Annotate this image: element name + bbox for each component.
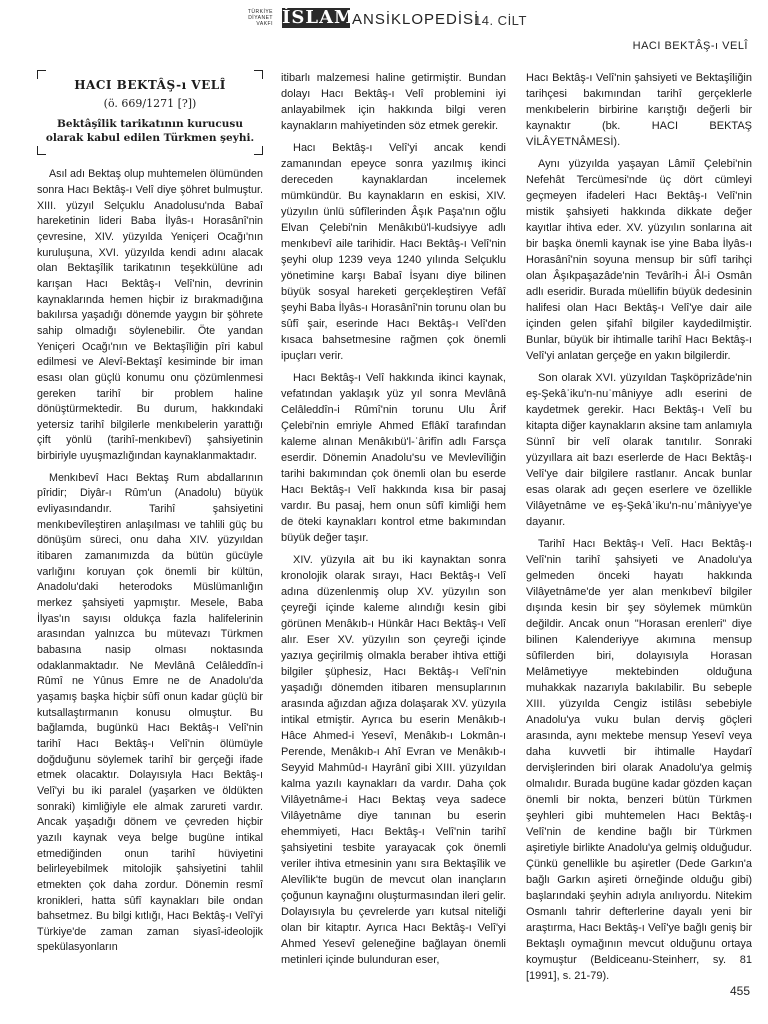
publisher-line: VAKFI: [256, 21, 273, 27]
paragraph: Aynı yüzyılda yaşayan Lâmiî Çelebi'nin Nefehât Tercümesi'nde üç dört cümleyi geçmeyen ifadeleri Hacı Bektâş-ı Velî'nin mistik şahsiyeti hakkında dikkate değer kayıtlar ihtiva eder. XV. yüzyılın sonlarına ait bir başka önemli kaynak ise yine Baba İlyâs-ı Horasânî'nin soyuna mensup bir sûfî tarihçi olan Âşıkpaşazâde'nin Tevârîh-i Âl-i Osmân adlı eseridir. Burada müellifin büyük dedesinin halifesi olan Hacı Bektâş-ı Velî'ye dair aile içinden gelen şifahî bilgiler kaydedilmiştir. Bunlar, büyük bir ihtimalle tarihî Hacı Bektâş-ı Velî'yi anlatan gerçeğe en yakın bilgilerdir.: [526, 158, 752, 362]
volume-label: 14. CİLT: [474, 13, 527, 28]
paragraph: Asıl adı Bektaş olup muhtemelen ölümünden sonra Hacı Bektâş-ı Velî diye şöhret bulmuştur. XIII. yüzyıl Selçuklu Anadolusu'nda Babaî hareketinin lideri Baba İlyâs-ı Horasânî'nin çevresine, XIV. yüzyılda Yeniçeri Ocağı'nın kuruluşuna, XVI. yüzyılda kendi adını alacak olan Bektaşîlik tarikatının teşekkülüne adı karışan Hacı Bektâş-ı Velî'nin, devrinin kaynaklarında hemen hiçbir iz bırakmadığına bakılırsa yaşadığı dönemde yaygın bir şöhrete sahip olmadığı söylenebilir. Öte yandan Yeniçeri Ocağı'nın ve Bektaşîliğin pîri kabul edilmesi ve Alevî-Bektaşî kesiminde bir iman esası olan güçlü konumu onu çözümlenmesi gereken tarihî bir problem haline dönüştürmektedir. Bu durum, hakkındaki yetersiz tarihî bilgilerle menkıbelerin yarattığı çift yönlü (tarihî-menkıbevî) şahsiyetinin birbiriyle uyuşmazlığından kaynaklanmaktadır.: [37, 168, 263, 463]
page-number: 455: [729, 984, 750, 998]
publisher-line: DİYANET: [248, 15, 273, 21]
publisher-line: TÜRKİYE: [247, 9, 273, 15]
paragraph: Hacı Bektâş-ı Velî'yi ancak kendi zamanından epeyce sonra yazılmış ikinci dereceden kaynaklardan incelemek mümkündür. Bu kaynakların en eskisi, XIV. yüzyılın ünlü sûfîlerinden Âşık Paşa'nın oğlu Elvan Çelebi'nin Menâkıbü'l-kudsiyye adlı menkıbevî aile tarihidir. Hacı Bektâş-ı Velî'nin şeyhi olup 1239 veya 1240 yılında Selçuklu yönetimine karşı Babaî İsyanı diye bilinen büyük sosyal hareketi gerçekleştiren Vefâî şeyhi Baba İlyâs-ı Horasânî'nin torunu olan bu sûfî şair, eserinde Hacı Bektâş-ı Velî'den kısaca bahsetmesine rağmen çok önemli ipuçları verir.: [281, 142, 506, 362]
paragraph: Tarihî Hacı Bektâş-ı Velî. Hacı Bektâş-ı Velî'nin tarihî şahsiyeti ve Anadolu'ya gelmeden önceki hayatı hakkında Vilâyetnâme'de yer alan menkıbevî bilgiler dışında kesin bir şey söylemek mümkün değildir. Ancak onun "Horasan erenleri" diye bilinen Kalenderiyye akımına mensup sûfîlerden biri, dolayısıyla Horasan Melâmetiyye mektebinden olduğuna muhakkak nazarıyla bakılabilir. Bu sebeple XIII. yüzyılda Cengiz istilâsı sebebiyle Anadolu'ya vuku bulan derviş göçleri arasında, aynı mektebe mensup Yesevî veya daha kuvvetli bir ihtimalle Haydarî dervişlerinden biri olarak Anadolu'ya gelmiş olmalıdır. Burada bugüne kadar gözden kaçan önemli bir nokta, benzeri bütün Türkmen şeyhleri gibi muhtemelen Hacı Bektâş-ı Velî'nin de kendine bağlı bir Türkmen aşiretiyle birlikte Anadolu'ya gelmiş olduğudur. Çünkü genellikle bu aşiretler (Dede Garkın'a bağlı Garkın aşireti örneğinde olduğu gibi) başlarındaki şeyhin adıyla anılıyordu. Nitekim Osmanlı tahrir defterlerine dayalı yeni bir araştırma, Hacı Bektâş-ı Velî'ye bağlı geniş bir Bektaşlı oymağının mevcut olduğunu ortaya koymuştur (Beldiceanu-Steinherr, sy. 81 [1991], s. 21-79).: [526, 538, 752, 982]
paragraph: itibarlı malzemesi haline getirmiştir. Bundan dolayı Hacı Bektâş-ı Velî problemini iyi anlayabilmek için hakkında bilgi veren kaynakların mahiyetinden söz etmek gerekir.: [281, 72, 506, 132]
encyclopedia-title: ANSİKLOPEDİSİ: [352, 11, 480, 28]
column-1: [37, 70, 263, 962]
article-title: HACI BEKTÂŞ-ı VELÎ: [74, 78, 226, 92]
publisher-mark: [213, 9, 273, 27]
paragraph: Menkıbevî Hacı Bektaş Rum abdallarının pîridir; Diyâr-ı Rûm'un (Anadolu) büyük evliyasındandır. Tarihî şahsiyetini menkıbevîleştiren anlaşılması ve tahlili güç bu dönüşüm süreci, onu daha XIV. yüzyıldan itibaren zamanımızda da bütün gücüyle varlığını koruyan çok önemli bir kültün, Anadolu'daki heterodoks Müslümanlığın merkez şahsiyeti yapmıştır. Mesele, Baba İlyas'ın sayısı oldukça fazla halifelerinin arasından yalnızca bu mütevazı Türkmen babasına nasip olması noktasında odaklanmaktadır. Ne Mevlânâ Celâleddîn-i Rûmî ne Yûnus Emre ne de Anadolu'da yaşamış başka hiçbir sûfî onun kadar güçlü bir kutsallaştırmanın konusu olmuştur. Bu bağlamda, bugünkü Hacı Bektâş-ı Velî'nin tarihî Hacı Bektâş-ı Velî'nin ölümüyle doğduğunu söylemek tarihî bir gerçeği ifade etmek olacaktır. Dolayısıyla Hacı Bektâş-ı Velî'yi bu iki paralel (yaşarken ve öldükten sonraki) kimliğiyle ele almak zarureti vardır. Ancak yaşadığı dönem ve çevreden hiçbir yazılı kaynak veya belge bugüne intikal etmediğinden onun tarihî hüviyetini belirleyebilmek mitolojik şahsiyetini tahlil etmekten çok daha zordur. Dönemin resmî kronikleri, hatta sûfî kaynakları bile ondan bahsetmez. Bu bilgi kıtlığı, Hacı Bektâş-ı Velî'yi Türkiye'de zaman zaman siyasî-ideolojik spekülasyonların: [37, 471, 263, 954]
column-3: [526, 70, 752, 990]
paragraph: Hacı Bektâş-ı Velî'nin şahsiyeti ve Bektaşîliğin tarihçesi bakımından tarihî gerçeklerle menkıbelerin birbirine karıştığı değerli bir kaynaktır (bk. HACI BEKTAŞ VİLÂYETNÂMESİ).: [526, 72, 752, 148]
running-title: HACI BEKTÂŞ-ı VELÎ: [632, 40, 748, 52]
paragraph: Hacı Bektâş-ı Velî hakkında ikinci kaynak, vefatından yaklaşık yüz yıl sonra Mevlânâ Celâleddîn-i Rûmî'nin torunu Ulu Ârif Çelebi'nin emriyle Ahmed Eflâkî tarafından kaleme alınan Menâkıbü'l-ʿârifîn adlı Farsça eserdir. Dönemin Anadolu'su ve Mevlevîliğin tarihi bakımından çok önemli olan bu eserde Hacı Bektâş-ı Velî hakkında kısa bir pasaj vardır. Bu pasaj, hem onun sûfî kimliği hem de öteki kaynakları kontrol etme bakımından büyük değer taşır.: [281, 372, 506, 544]
article-subtitle: Bektâşîlik tarikatının kurucusu olarak kabul edilen Türkmen şeyhi.: [45, 118, 255, 145]
page-header: [0, 6, 768, 36]
paragraph: XIV. yüzyıla ait bu iki kaynaktan sonra kronolojik olarak sırayı, Hacı Bektâş-ı Velî adına düzenlenmiş olup XV. yüzyılın son çeyreği içinde kaleme alındığı kesin gibi görünen Menâkıb-ı Hünkâr Hacı Bektâş-ı Velî alır. Eser XV. yüzyılın son çeyreği içinde yazıya geçirilmiş olmakla beraber ihtiva ettiği bilgiler şüphesiz, Hacı Bektâş-ı Velî'nin yaşadığı dönemden itibaren mensuplarının arasında ağızdan ağıza dolaşarak XV. yüzyıla intikal etmiştir. Ayrıca bu eserin Menâkıb-ı Hâce Ahmed-i Yesevî, Menâkıb-ı Lokmân-ı Perende, Menâkıb-ı Ahî Evran ve Menâkıb-ı Seyyid Mahmûd-ı Hayrânî gibi XIII. yüzyıldan kalma yazılı kaynakları da vardır. Daha çok Vilâyetnâme-i Hacı Bektaş veya sadece Vilâyetnâme diye tanınan bu eserin ehemmiyeti, Hacı Bektâş-ı Velî'nin tarihî şahsiyetini tesbite yarayacak çok önemli veriler ihtiva etmesinin yanı sıra Bektaşîlik ve Alevîlik'te bugün de mevcut olan inançların çoğunun kaynağını oluşturmasından ileri gelir. Dolayısıyla bu çevrelerde yarı kutsal niteliği olan bir kitaptır. Ayrıca Hacı Bektâş-ı Velî'yi Ahmed Yesevî geleneğine bağlayan önemli metinleri içinde bulunduran eser,: [281, 554, 506, 966]
brand-logo: İSLAM: [282, 7, 355, 28]
article-title-box: [37, 70, 263, 155]
column-2: [281, 70, 506, 974]
article-dates: (ö. 669/1271 [?]): [103, 96, 197, 110]
paragraph: Son olarak XVI. yüzyıldan Taşköprizâde'nin eş-Şekâʾiku'n-nuʿmâniyye adlı eserini de kaydetmek gerekir. Hacı Bektâş-ı Velî bu kitapta diğer kaynakların aksine tam anlamıyla Sünnî bir velî olarak tanıtılır. Sonraki yüzyıllara ait bazı eserlerde de Hacı Bektâş-ı Velî'ye dair bilgilere rastlanır. Ancak bunlar esas olarak adı geçen eserlere ve özellikle Vilâyetnâme ve eş-Şekâʾiku'n-nuʿmâniyye'ye dayanır.: [526, 372, 752, 528]
